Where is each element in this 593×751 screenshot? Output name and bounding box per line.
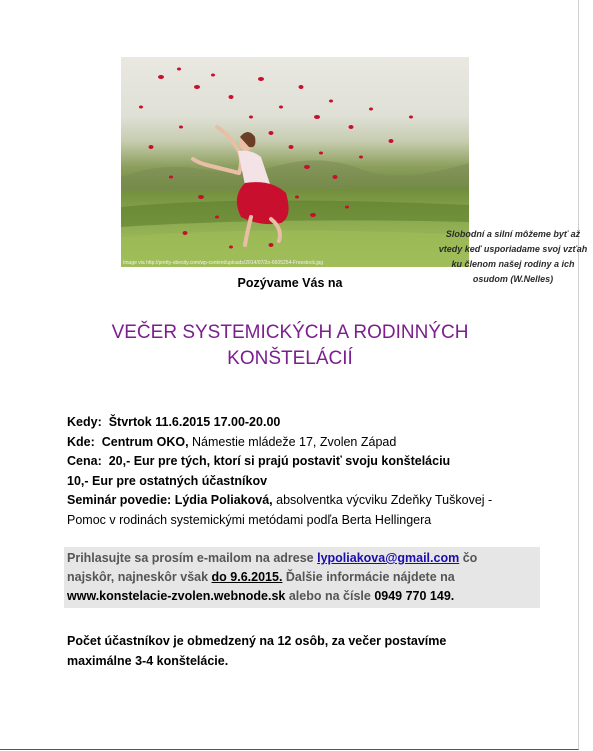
title-line: VEČER SYSTEMICKÝCH A RODINNÝCH: [111, 322, 469, 343]
when-label: Kedy:: [67, 415, 102, 429]
where-place: Centrum OKO,: [101, 434, 189, 449]
email-link[interactable]: lypoliakova@gmail.com: [317, 551, 460, 565]
registration-box: [64, 547, 540, 608]
website: www.konstelacie-zvolen.webnode.sk: [67, 589, 286, 603]
price-line-1: 20,- Eur pre tých, ktorí si prajú postaviť svoju konšteláciu: [108, 454, 451, 468]
register-text-4: Ďalšie informácie nájdete na: [285, 570, 455, 584]
hero-illustration: [121, 57, 469, 267]
quote-line: ku členom našej rodiny a ich: [451, 259, 575, 269]
price-label: Cena:: [67, 454, 102, 468]
where-label: Kde:: [67, 434, 95, 449]
lead-desc-1: absolventka výcviku Zdeňky Tuškovej -: [276, 493, 493, 507]
when-value: Štvrtok 11.6.2015 17.00-20.00: [108, 415, 281, 429]
invite-heading: Pozývame Vás na: [237, 276, 343, 290]
where-row: [67, 433, 537, 453]
phone: 0949 770 149.: [374, 589, 455, 603]
deadline: do 9.6.2015.: [211, 570, 283, 584]
register-line-1: [67, 549, 537, 568]
register-text-1: Prihlasujte sa prosím e-mailom na adrese: [67, 551, 314, 565]
price-row: [67, 452, 537, 472]
quote-line: osudom (W.Nelles): [472, 274, 554, 284]
register-line-3: [67, 587, 537, 606]
lead-desc-2: Pomoc v rodinách systemickými metódami podľa Berta Hellingera: [67, 512, 432, 527]
register-text-2: čo: [462, 551, 478, 565]
where-address: Námestie mládeže 17, Zvolen Západ: [192, 434, 397, 449]
note-line: Počet účastníkov je obmedzený na 12 osôb, za večer postavíme: [67, 634, 447, 648]
title-line: KONŠTELÁCIÍ: [227, 348, 353, 369]
event-details: [67, 413, 537, 530]
event-title: [0, 320, 580, 372]
lead-name: Lýdia Poliaková,: [174, 493, 273, 507]
quote-line: Slobodní a silní môžeme byť až: [445, 229, 581, 239]
lead-row-2: [67, 511, 537, 531]
lead-label: Seminár povedie:: [67, 493, 172, 507]
image-credit: Image via http://pretty-obesity.com/wp-content/uploads/2014/07/2o-6605254-Freestock.jpg: [123, 260, 324, 266]
note-line: maximálne 3-4 konštelácie.: [67, 653, 229, 668]
quote-line: vtedy keď usporiadame svoj vzťah: [438, 244, 588, 254]
capacity-note: [67, 632, 527, 671]
when-row: [67, 413, 537, 433]
price-line-2: 10,- Eur pre ostatných účastníkov: [67, 473, 268, 488]
register-text-3: najskôr, najneskôr však: [67, 570, 209, 584]
lead-row: [67, 491, 537, 511]
price-row-2: [67, 472, 537, 492]
register-text-5: alebo na čísle: [288, 589, 371, 603]
register-line-2: [67, 568, 537, 587]
